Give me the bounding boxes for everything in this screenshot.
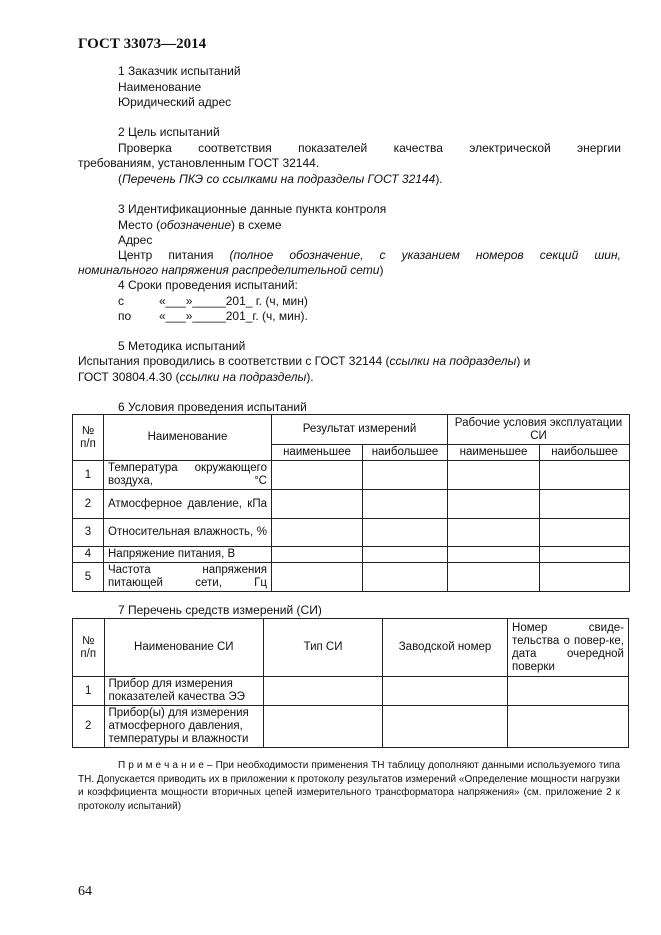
conditions-table xyxy=(72,414,630,592)
customer-name-label: Наименование xyxy=(118,80,202,94)
cell-type[interactable] xyxy=(264,677,383,706)
word: Проверка xyxy=(118,141,172,155)
pke-list-placeholder: Перечень ПКЭ со ссылками на подразделы ГОСТ 32144 xyxy=(122,172,436,186)
power-center-line-2: номинального напряжения распределительной сети) xyxy=(78,263,384,277)
word: качества xyxy=(393,141,443,155)
to-date-field: «___»_____201_г. (ч, мин). xyxy=(159,309,308,323)
cell-result-max[interactable] xyxy=(363,461,448,490)
table-row: 2 Атмосферное давление, кПа xyxy=(73,490,630,519)
place-line: Место (обозначение) в схеме xyxy=(118,218,282,232)
sub-header-min: наименьшее xyxy=(448,445,540,461)
to-label: по xyxy=(118,309,132,323)
cell-serial[interactable] xyxy=(383,677,508,706)
note-label: П р и м е ч а н и е xyxy=(118,760,204,771)
section-3-heading: 3 Идентификационные данные пункта контроля xyxy=(118,202,387,216)
section-7-heading: 7 Перечень средств измерений (СИ) xyxy=(118,603,322,617)
from-date-field: «___»_____201_ г. (ч, мин) xyxy=(159,294,308,308)
word: показателей xyxy=(298,141,368,155)
cell-result-min[interactable] xyxy=(272,563,363,592)
cell-working-min[interactable] xyxy=(448,547,540,563)
cell-working-max[interactable] xyxy=(540,461,630,490)
col-header-type: Тип СИ xyxy=(264,619,383,677)
section-2-heading: 2 Цель испытаний xyxy=(118,125,220,139)
table-row: 3 Относительная влажность, % xyxy=(73,519,630,547)
col-header-name: Наименование СИ xyxy=(104,619,264,677)
row-label: Относительная влажность, % xyxy=(104,519,272,547)
page-number: 64 xyxy=(78,884,92,899)
section-2-line-3: (Перечень ПКЭ со ссылками на подразделы ГОСТ 32144). xyxy=(118,172,443,186)
cell-working-max[interactable] xyxy=(540,490,630,519)
table-row: 1 Прибор для измерения показателей качества ЭЭ xyxy=(73,677,629,706)
sub-header-max: наибольшее xyxy=(363,445,448,461)
col-header-certificate: Номер свиде-тельства о повер-ке, дата очередной поверки xyxy=(508,619,629,677)
customer-address-label: Юридический адрес xyxy=(118,95,232,109)
cell-result-max[interactable] xyxy=(363,490,448,519)
section-6-heading: 6 Условия проведения испытаний xyxy=(118,400,307,414)
section-2-line-1 xyxy=(118,141,621,155)
sub-header-min: наименьшее xyxy=(272,445,363,461)
cell-working-min[interactable] xyxy=(448,461,540,490)
row-label: Атмосферное давление, кПа xyxy=(104,490,272,519)
word: электрической xyxy=(469,141,551,155)
section-2-line-2: требованиям, установленным ГОСТ 32144. xyxy=(78,156,320,170)
note xyxy=(78,759,620,813)
cell-result-min[interactable] xyxy=(272,490,363,519)
row-label: Частота напряжения питающей сети, Гц xyxy=(104,563,272,592)
section-4-heading: 4 Сроки проведения испытаний: xyxy=(118,278,298,292)
row-label: Прибор для измерения показателей качества ЭЭ xyxy=(104,677,264,706)
cell-working-min[interactable] xyxy=(448,519,540,547)
word: энергии xyxy=(577,141,621,155)
cell-result-min[interactable] xyxy=(272,519,363,547)
cell-result-min[interactable] xyxy=(272,547,363,563)
note-text: – При необходимости применения ТН таблицу дополняют данными используемого типа ТН. Допускается приводить их в приложении к протоколу результатов измерений «Определение мощности нагрузки и коэффициента мощности вторичных цепей измерительного трансформатора напряжения» (см. приложение 2 к протоколу испытаний) xyxy=(78,760,621,812)
col-header-serial: Заводской номер xyxy=(383,619,508,677)
from-label: с xyxy=(118,294,124,308)
col-header-working: Рабочие условия эксплуатации СИ xyxy=(448,415,630,445)
row-label: Прибор(ы) для измерения атмосферного давления, температуры и влажности xyxy=(104,706,264,748)
instruments-table xyxy=(72,618,629,748)
row-label: Напряжение питания, В xyxy=(104,547,272,563)
method-line-2: ГОСТ 30804.4.30 (ссылки на подразделы). xyxy=(78,370,314,384)
cell-working-min[interactable] xyxy=(448,563,540,592)
cell-result-max[interactable] xyxy=(363,547,448,563)
table-row: 1 Температура окружающего воздуха, °С xyxy=(73,461,630,490)
cell-type[interactable] xyxy=(264,706,383,748)
table-row: 5 Частота напряжения питающей сети, Гц xyxy=(73,563,630,592)
col-header-num: № п/п xyxy=(73,415,104,461)
word: соответствия xyxy=(198,141,272,155)
cell-certificate[interactable] xyxy=(508,706,629,748)
cell-result-max[interactable] xyxy=(363,519,448,547)
cell-result-max[interactable] xyxy=(363,563,448,592)
col-header-result: Результат измерений xyxy=(272,415,448,445)
cell-working-max[interactable] xyxy=(540,547,630,563)
cell-serial[interactable] xyxy=(383,706,508,748)
col-header-num: № п/п xyxy=(73,619,105,677)
sub-header-max: наибольшее xyxy=(540,445,630,461)
cell-result-min[interactable] xyxy=(272,461,363,490)
power-center-line-1: Центр питания (полное обозначение, с указанием номеров секций шин, xyxy=(118,248,621,262)
col-header-name: Наименование xyxy=(104,415,272,461)
table-row: 4 Напряжение питания, В xyxy=(73,547,630,563)
row-label: Температура окружающего воздуха, °С xyxy=(104,461,272,490)
cell-working-min[interactable] xyxy=(448,490,540,519)
section-5-heading: 5 Методика испытаний xyxy=(118,339,246,353)
address-label: Адрес xyxy=(118,233,153,247)
table-row: 2 Прибор(ы) для измерения атмосферного давления, температуры и влажности xyxy=(73,706,629,748)
cell-working-max[interactable] xyxy=(540,563,630,592)
cell-certificate[interactable] xyxy=(508,677,629,706)
section-1-heading: 1 Заказчик испытаний xyxy=(118,64,241,78)
document-header: ГОСТ 33073—2014 xyxy=(78,36,207,52)
cell-working-max[interactable] xyxy=(540,519,630,547)
method-line-1: Испытания проводились в соответствии с ГОСТ 32144 (ссылки на подразделы) и xyxy=(78,354,531,368)
